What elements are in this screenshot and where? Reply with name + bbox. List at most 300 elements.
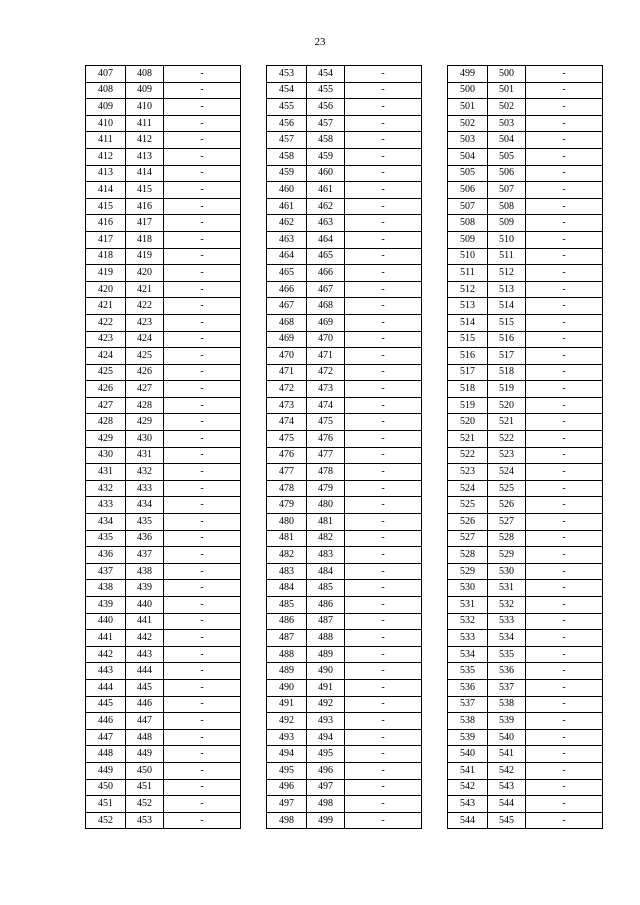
to-number-cell: 422: [126, 298, 164, 315]
table-row: [448, 215, 603, 232]
table-row: [448, 99, 603, 116]
from-number-cell: 458: [267, 148, 307, 165]
table-row: [86, 613, 241, 630]
value-cell: -: [345, 99, 422, 116]
from-number-cell: 476: [267, 447, 307, 464]
value-cell: -: [526, 514, 603, 531]
from-number-cell: 515: [448, 331, 488, 348]
value-cell: -: [526, 231, 603, 248]
value-cell: -: [345, 729, 422, 746]
to-number-cell: 507: [488, 182, 526, 199]
table-row: [448, 414, 603, 431]
value-cell: -: [526, 298, 603, 315]
value-cell: -: [164, 132, 241, 149]
number-table-left: [85, 65, 241, 829]
to-number-cell: 441: [126, 613, 164, 630]
from-number-cell: 453: [267, 66, 307, 83]
value-cell: -: [164, 281, 241, 298]
table-row: [86, 630, 241, 647]
to-number-cell: 409: [126, 82, 164, 99]
to-number-cell: 492: [307, 696, 345, 713]
table-row: [448, 132, 603, 149]
to-number-cell: 521: [488, 414, 526, 431]
from-number-cell: 529: [448, 563, 488, 580]
value-cell: -: [526, 480, 603, 497]
table-row: [86, 331, 241, 348]
value-cell: -: [526, 99, 603, 116]
from-number-cell: 537: [448, 696, 488, 713]
value-cell: -: [164, 696, 241, 713]
table-row: [86, 563, 241, 580]
value-cell: -: [345, 148, 422, 165]
to-number-cell: 484: [307, 563, 345, 580]
to-number-cell: 544: [488, 796, 526, 813]
value-cell: -: [164, 298, 241, 315]
table-row: [448, 115, 603, 132]
table-row: [86, 298, 241, 315]
to-number-cell: 468: [307, 298, 345, 315]
from-number-cell: 462: [267, 215, 307, 232]
from-number-cell: 527: [448, 530, 488, 547]
table-row: [86, 464, 241, 481]
to-number-cell: 512: [488, 265, 526, 282]
to-number-cell: 437: [126, 547, 164, 564]
to-number-cell: 502: [488, 99, 526, 116]
from-number-cell: 452: [86, 812, 126, 829]
to-number-cell: 430: [126, 431, 164, 448]
table-row: [86, 514, 241, 531]
from-number-cell: 410: [86, 115, 126, 132]
value-cell: -: [164, 265, 241, 282]
value-cell: -: [164, 397, 241, 414]
to-number-cell: 536: [488, 663, 526, 680]
table-row: [86, 447, 241, 464]
to-number-cell: 413: [126, 148, 164, 165]
to-number-cell: 467: [307, 281, 345, 298]
value-cell: -: [526, 696, 603, 713]
to-number-cell: 518: [488, 364, 526, 381]
value-cell: -: [345, 497, 422, 514]
value-cell: -: [164, 812, 241, 829]
to-number-cell: 510: [488, 231, 526, 248]
value-cell: -: [345, 414, 422, 431]
table-row: [86, 779, 241, 796]
to-number-cell: 503: [488, 115, 526, 132]
table-row: [448, 298, 603, 315]
value-cell: -: [345, 231, 422, 248]
value-cell: -: [526, 729, 603, 746]
value-cell: -: [345, 563, 422, 580]
value-cell: -: [345, 165, 422, 182]
value-cell: -: [345, 331, 422, 348]
to-number-cell: 511: [488, 248, 526, 265]
value-cell: -: [526, 679, 603, 696]
to-number-cell: 497: [307, 779, 345, 796]
from-number-cell: 425: [86, 364, 126, 381]
value-cell: -: [526, 613, 603, 630]
from-number-cell: 508: [448, 215, 488, 232]
value-cell: -: [526, 580, 603, 597]
to-number-cell: 433: [126, 480, 164, 497]
to-number-cell: 432: [126, 464, 164, 481]
to-number-cell: 515: [488, 314, 526, 331]
from-number-cell: 427: [86, 397, 126, 414]
value-cell: -: [345, 779, 422, 796]
to-number-cell: 543: [488, 779, 526, 796]
table-row: [267, 148, 422, 165]
value-cell: -: [526, 464, 603, 481]
to-number-cell: 444: [126, 663, 164, 680]
table-row: [267, 580, 422, 597]
to-number-cell: 532: [488, 597, 526, 614]
table-row: [267, 66, 422, 83]
value-cell: -: [164, 115, 241, 132]
from-number-cell: 482: [267, 547, 307, 564]
table-row: [267, 796, 422, 813]
value-cell: -: [345, 630, 422, 647]
value-cell: -: [526, 215, 603, 232]
to-number-cell: 426: [126, 364, 164, 381]
from-number-cell: 456: [267, 115, 307, 132]
table-row: [86, 397, 241, 414]
table-row: [86, 82, 241, 99]
table-row: [86, 414, 241, 431]
from-number-cell: 473: [267, 397, 307, 414]
value-cell: -: [526, 497, 603, 514]
from-number-cell: 516: [448, 348, 488, 365]
value-cell: -: [345, 447, 422, 464]
value-cell: -: [526, 762, 603, 779]
value-cell: -: [345, 679, 422, 696]
to-number-cell: 529: [488, 547, 526, 564]
table-row: [448, 713, 603, 730]
from-number-cell: 455: [267, 99, 307, 116]
value-cell: -: [164, 431, 241, 448]
from-number-cell: 436: [86, 547, 126, 564]
from-number-cell: 520: [448, 414, 488, 431]
to-number-cell: 456: [307, 99, 345, 116]
from-number-cell: 451: [86, 796, 126, 813]
from-number-cell: 512: [448, 281, 488, 298]
from-number-cell: 486: [267, 613, 307, 630]
table-row: [86, 66, 241, 83]
table-row: [267, 314, 422, 331]
from-number-cell: 414: [86, 182, 126, 199]
value-cell: -: [345, 215, 422, 232]
value-cell: -: [164, 613, 241, 630]
from-number-cell: 475: [267, 431, 307, 448]
from-number-cell: 439: [86, 597, 126, 614]
table-row: [86, 431, 241, 448]
to-number-cell: 408: [126, 66, 164, 83]
value-cell: -: [526, 364, 603, 381]
value-cell: -: [345, 762, 422, 779]
from-number-cell: 428: [86, 414, 126, 431]
from-number-cell: 426: [86, 381, 126, 398]
from-number-cell: 519: [448, 397, 488, 414]
to-number-cell: 425: [126, 348, 164, 365]
from-number-cell: 492: [267, 713, 307, 730]
from-number-cell: 433: [86, 497, 126, 514]
to-number-cell: 449: [126, 746, 164, 763]
to-number-cell: 411: [126, 115, 164, 132]
table-row: [86, 480, 241, 497]
from-number-cell: 518: [448, 381, 488, 398]
from-number-cell: 500: [448, 82, 488, 99]
table-row: [448, 547, 603, 564]
from-number-cell: 498: [267, 812, 307, 829]
table-row: [86, 132, 241, 149]
to-number-cell: 531: [488, 580, 526, 597]
table-row: [448, 796, 603, 813]
from-number-cell: 411: [86, 132, 126, 149]
from-number-cell: 543: [448, 796, 488, 813]
value-cell: -: [526, 265, 603, 282]
to-number-cell: 420: [126, 265, 164, 282]
from-number-cell: 479: [267, 497, 307, 514]
value-cell: -: [164, 314, 241, 331]
from-number-cell: 457: [267, 132, 307, 149]
to-number-cell: 416: [126, 198, 164, 215]
from-number-cell: 419: [86, 265, 126, 282]
table-row: [448, 364, 603, 381]
table-row: [267, 729, 422, 746]
to-number-cell: 493: [307, 713, 345, 730]
from-number-cell: 530: [448, 580, 488, 597]
from-number-cell: 542: [448, 779, 488, 796]
table-row: [448, 729, 603, 746]
value-cell: -: [164, 796, 241, 813]
from-number-cell: 438: [86, 580, 126, 597]
value-cell: -: [526, 281, 603, 298]
table-row: [86, 215, 241, 232]
value-cell: -: [526, 414, 603, 431]
value-cell: -: [164, 679, 241, 696]
to-number-cell: 530: [488, 563, 526, 580]
to-number-cell: 489: [307, 646, 345, 663]
from-number-cell: 417: [86, 231, 126, 248]
to-number-cell: 460: [307, 165, 345, 182]
from-number-cell: 497: [267, 796, 307, 813]
to-number-cell: 434: [126, 497, 164, 514]
from-number-cell: 531: [448, 597, 488, 614]
from-number-cell: 480: [267, 514, 307, 531]
value-cell: -: [164, 746, 241, 763]
to-number-cell: 517: [488, 348, 526, 365]
table-row: [267, 397, 422, 414]
to-number-cell: 520: [488, 397, 526, 414]
from-number-cell: 441: [86, 630, 126, 647]
from-number-cell: 495: [267, 762, 307, 779]
to-number-cell: 453: [126, 812, 164, 829]
to-number-cell: 491: [307, 679, 345, 696]
to-number-cell: 474: [307, 397, 345, 414]
value-cell: -: [526, 182, 603, 199]
value-cell: -: [345, 812, 422, 829]
table-row: [86, 796, 241, 813]
table-row: [86, 281, 241, 298]
value-cell: -: [164, 248, 241, 265]
from-number-cell: 423: [86, 331, 126, 348]
to-number-cell: 410: [126, 99, 164, 116]
from-number-cell: 470: [267, 348, 307, 365]
value-cell: -: [526, 630, 603, 647]
value-cell: -: [164, 198, 241, 215]
value-cell: -: [345, 464, 422, 481]
table-row: [267, 663, 422, 680]
value-cell: -: [345, 597, 422, 614]
to-number-cell: 435: [126, 514, 164, 531]
value-cell: -: [164, 464, 241, 481]
value-cell: -: [526, 314, 603, 331]
from-number-cell: 472: [267, 381, 307, 398]
from-number-cell: 444: [86, 679, 126, 696]
from-number-cell: 408: [86, 82, 126, 99]
to-number-cell: 439: [126, 580, 164, 597]
table-row: [267, 530, 422, 547]
table-row: [267, 812, 422, 829]
page-number: 23: [314, 36, 326, 48]
value-cell: -: [345, 746, 422, 763]
table-row: [448, 198, 603, 215]
from-number-cell: 413: [86, 165, 126, 182]
to-number-cell: 514: [488, 298, 526, 315]
to-number-cell: 504: [488, 132, 526, 149]
to-number-cell: 472: [307, 364, 345, 381]
table-row: [86, 547, 241, 564]
value-cell: -: [345, 713, 422, 730]
value-cell: -: [345, 646, 422, 663]
value-cell: -: [345, 480, 422, 497]
to-number-cell: 526: [488, 497, 526, 514]
from-number-cell: 544: [448, 812, 488, 829]
table-row: [267, 82, 422, 99]
to-number-cell: 459: [307, 148, 345, 165]
table-row: [267, 464, 422, 481]
table-row: [86, 314, 241, 331]
table-row: [267, 746, 422, 763]
from-number-cell: 523: [448, 464, 488, 481]
value-cell: -: [345, 248, 422, 265]
value-cell: -: [526, 563, 603, 580]
table-row: [86, 679, 241, 696]
to-number-cell: 487: [307, 613, 345, 630]
table-row: [267, 115, 422, 132]
to-number-cell: 414: [126, 165, 164, 182]
value-cell: -: [526, 165, 603, 182]
to-number-cell: 494: [307, 729, 345, 746]
from-number-cell: 540: [448, 746, 488, 763]
from-number-cell: 490: [267, 679, 307, 696]
from-number-cell: 420: [86, 281, 126, 298]
value-cell: -: [345, 663, 422, 680]
table-row: [86, 182, 241, 199]
value-cell: -: [345, 265, 422, 282]
value-cell: -: [526, 198, 603, 215]
to-number-cell: 415: [126, 182, 164, 199]
from-number-cell: 459: [267, 165, 307, 182]
to-number-cell: 478: [307, 464, 345, 481]
from-number-cell: 469: [267, 331, 307, 348]
to-number-cell: 477: [307, 447, 345, 464]
table-row: [448, 397, 603, 414]
from-number-cell: 507: [448, 198, 488, 215]
table-row: [448, 480, 603, 497]
from-number-cell: 503: [448, 132, 488, 149]
from-number-cell: 483: [267, 563, 307, 580]
table-row: [86, 713, 241, 730]
table-row: [267, 679, 422, 696]
to-number-cell: 519: [488, 381, 526, 398]
to-number-cell: 424: [126, 331, 164, 348]
value-cell: -: [526, 530, 603, 547]
to-number-cell: 476: [307, 431, 345, 448]
to-number-cell: 516: [488, 331, 526, 348]
from-number-cell: 532: [448, 613, 488, 630]
to-number-cell: 419: [126, 248, 164, 265]
from-number-cell: 430: [86, 447, 126, 464]
value-cell: -: [345, 696, 422, 713]
table-row: [267, 431, 422, 448]
table-row: [448, 497, 603, 514]
from-number-cell: 509: [448, 231, 488, 248]
to-number-cell: 481: [307, 514, 345, 531]
to-number-cell: 537: [488, 679, 526, 696]
table-row: [267, 281, 422, 298]
from-number-cell: 538: [448, 713, 488, 730]
table-row: [267, 248, 422, 265]
value-cell: -: [345, 431, 422, 448]
table-row: [448, 597, 603, 614]
table-row: [448, 447, 603, 464]
table-row: [448, 431, 603, 448]
value-cell: -: [345, 298, 422, 315]
from-number-cell: 454: [267, 82, 307, 99]
value-cell: -: [164, 630, 241, 647]
table-row: [448, 281, 603, 298]
from-number-cell: 422: [86, 314, 126, 331]
number-table-middle: [266, 65, 422, 829]
to-number-cell: 523: [488, 447, 526, 464]
table-row: [267, 762, 422, 779]
table-row: [86, 746, 241, 763]
from-number-cell: 477: [267, 464, 307, 481]
from-number-cell: 505: [448, 165, 488, 182]
value-cell: -: [345, 580, 422, 597]
from-number-cell: 494: [267, 746, 307, 763]
from-number-cell: 496: [267, 779, 307, 796]
table-row: [86, 580, 241, 597]
table-row: [267, 265, 422, 282]
from-number-cell: 418: [86, 248, 126, 265]
value-cell: -: [345, 198, 422, 215]
to-number-cell: 438: [126, 563, 164, 580]
value-cell: -: [164, 514, 241, 531]
value-cell: -: [164, 348, 241, 365]
table-row: [448, 646, 603, 663]
table-row: [86, 646, 241, 663]
to-number-cell: 482: [307, 530, 345, 547]
table-row: [86, 364, 241, 381]
from-number-cell: 434: [86, 514, 126, 531]
to-number-cell: 417: [126, 215, 164, 232]
table-row: [86, 148, 241, 165]
to-number-cell: 450: [126, 762, 164, 779]
table-row: [86, 729, 241, 746]
table-row: [448, 580, 603, 597]
table-row: [267, 480, 422, 497]
from-number-cell: 484: [267, 580, 307, 597]
